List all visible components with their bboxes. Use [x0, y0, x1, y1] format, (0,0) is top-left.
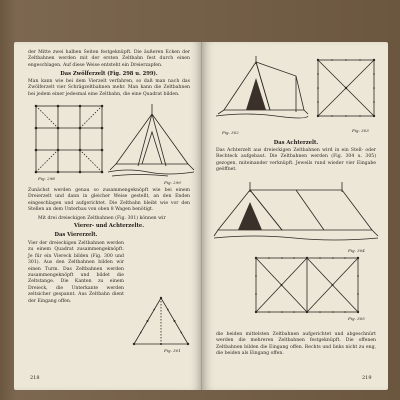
caption-fig-302: Fig. 302: [222, 130, 239, 135]
figure-299-tent: [108, 102, 196, 182]
figure-303-square: [314, 56, 378, 120]
left-heading-zwoelferzelt: Das Zwölferzelt (Fig. 298 u. 299).: [60, 71, 158, 77]
left-heading-viererzelt: Das Viererzelt.: [54, 232, 98, 238]
figure-301-triangle: [130, 294, 192, 350]
left-para-4: Mit drei dreieckigen Zeltbahnen (Fig. 301) können wir: [38, 216, 166, 221]
left-para-2: Man kann wie bei dem Vierzelt verfahren, so daß man nach das Zwölferzelt vier Schrägzeltbahnen mehr. Man kann die Zeltbahnen bei jedem einer jedesmal eine Zeltbahn, die eine Quadrat bilden.: [28, 79, 190, 97]
caption-fig-299: Fig. 299: [164, 180, 181, 185]
right-para-2: die beiden mittelsten Zeltbahnen aufgerichtet und abgeschnürt werden die mehreren Zeltbahnen festgeknüpft. Die offenen Zeltbahnen bilden die Eingang offen. Rechts und links nicht zu eng, die beiden als Eingang offen.: [216, 332, 376, 357]
caption-fig-301: Fig. 301: [164, 348, 181, 353]
caption-fig-303: Fig. 303: [352, 128, 369, 133]
left-page-number: 218: [30, 375, 40, 381]
right-page: [202, 42, 388, 390]
caption-fig-304: Fig. 304: [348, 248, 365, 253]
right-page-number: 219: [362, 375, 372, 381]
figure-298-grid: [30, 100, 108, 178]
left-heading-vierer-achterzelte: Vierer- und Achterzelte.: [73, 223, 144, 229]
left-page: [14, 42, 202, 390]
caption-fig-298: Fig. 298: [38, 176, 55, 181]
figure-302-tent: [216, 54, 308, 124]
right-para-1: Das Achterzelt aus dreieckigen Zeltbahnen wird in ein Stell- oder Rechteck aufgebaut. Die Zeltbahnen werden (Fig. 304 u. 305) gezogen, miteinander verknüpft. Jeweils rund wieder vier Eingabe geöffnet.: [216, 148, 376, 173]
caption-fig-305: Fig. 305: [348, 316, 365, 321]
left-para-3: Zunächst werden genau so zusammengeknöpft wie bei einem Dreierzelt und dann in gleicher Weise gestellt, an den Enden eingeschlagen und aufgerichtet. Die Zeltbahn bleibt wie vor den Stellen an dem Unterbau von oben 8 Wagen benötigt.: [28, 188, 190, 213]
left-para-1: der Mitte zwei halben Seiten festgeknüpft. Die äußeren Ecken der Zeltbahnen werden mit der ersten Zeltbahn fest durch einen engeschlagen. Auf diese Weise entsteht ein Dreierzapfen.: [28, 50, 190, 68]
right-heading-achterzelt: Das Achterzelt.: [273, 140, 319, 146]
left-para-5: Vier der dreieckigen Zeltbahnen werden zu einem Quadrat zusammengeknöpft. Je für ein Viereck bilden (Fig. 300 und 301). Aus den Zeltbahnen bilden wir einen Turm. Das Zeltbahnen werden zusammengeknöpft und bildet die Zeltstange. Die Kanten zu einem Dreieck, die Unterkante werden zeltsicher gespannt. Aus Zeltbahn dient der Eingang offen.: [28, 241, 124, 304]
figure-305-rectangle: [252, 254, 362, 316]
figure-304-tent: [214, 180, 378, 246]
